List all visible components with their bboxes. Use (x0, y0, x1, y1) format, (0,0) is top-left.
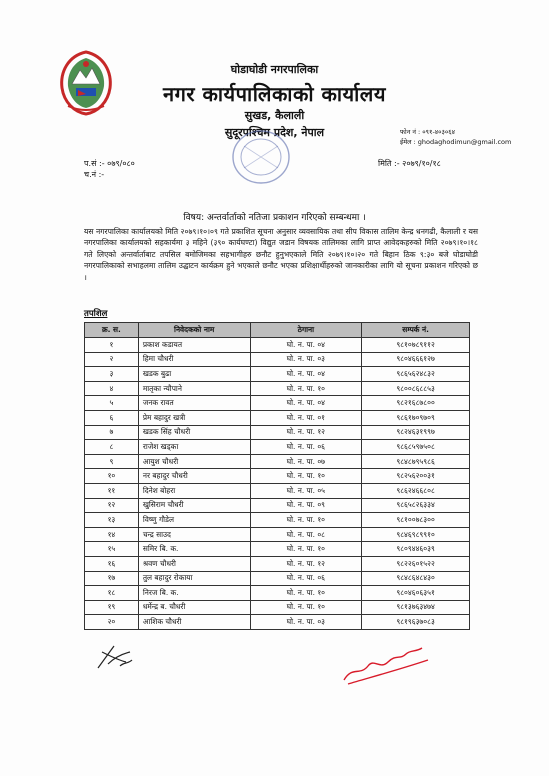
table-row (85, 586, 470, 601)
cell-contact: ९८२१६८७८०० (362, 396, 470, 411)
table-header-row (85, 323, 470, 338)
cell-contact: ९८२४६३१९९७ (362, 425, 470, 440)
cell-contact: ९८१०७८९११२ (362, 338, 470, 353)
cell-serial: १ (85, 338, 139, 353)
phone-number: फोन नं : ०९१-४०३०६४ (400, 128, 456, 136)
cell-name: प्रेम बहादुर खत्री (138, 410, 250, 425)
table-row (85, 527, 470, 542)
cell-serial: ९ (85, 454, 139, 469)
cell-contact: ९८१००७८३०० (362, 513, 470, 528)
cell-address: घो. न. पा. ०३ (250, 352, 362, 367)
table-row (85, 352, 470, 367)
office-title: नगर कार्यपालिकाको कार्यालय (163, 82, 386, 106)
table-row (85, 498, 470, 513)
table-row (85, 454, 470, 469)
cell-contact: ९८४६९८९९१० (362, 527, 470, 542)
cell-name: समिर बि. क. (138, 542, 250, 557)
cell-address: घो. न. पा. १० (250, 600, 362, 615)
col-header-contact: सम्पर्क नं. (362, 323, 470, 338)
cell-serial: ३ (85, 367, 139, 382)
cell-contact: ९८६८५९७५०८ (362, 440, 470, 455)
cell-address: घो. न. पा. १० (250, 542, 362, 557)
office-seal-icon (230, 128, 292, 186)
reference-block (84, 158, 135, 180)
cell-serial: २० (85, 615, 139, 630)
table-row (85, 338, 470, 353)
table-row (85, 483, 470, 498)
table-row (85, 381, 470, 396)
cell-address: घो. न. पा. ०५ (250, 483, 362, 498)
cell-address: घो. न. पा. ०३ (250, 615, 362, 630)
cell-contact: ९८२२६०१५२२ (362, 556, 470, 571)
table-row (85, 600, 470, 615)
email-address: ईमेल : ghodaghodimun@gmail.com (400, 138, 512, 146)
cell-serial: ४ (85, 381, 139, 396)
cell-name: धर्मेन्द्र ब. चौधरी (138, 600, 250, 615)
cell-name: जनक रावत (138, 396, 250, 411)
cell-contact: ९८००८६८८५३ (362, 381, 470, 396)
signature-left-icon (92, 642, 136, 674)
letter-number: प.सं :- ०७९/०८० (84, 159, 135, 168)
cell-name: चन्द्र साउद (138, 527, 250, 542)
cell-contact: ९८१३७६३४७४ (362, 600, 470, 615)
notice-body: यस नगरपालिका कार्यालयको मिति २०७९।१०।०९ गते प्रकाशित सूचना अनुसार व्यवसायिक तथा सीप विकास तालिम केन्द्र धनगढी, कैलाली र यस नगरपालिका कार्यालयको सहकार्यमा ३ महिने (३९० कार्यघण्टा) विद्युत जडान विषयक तालिमका लागि प्राप्त आवेदकहरुको मिति २०७९।१०।१८ गते लिएको अन्तर्वार्ताबाट तपसिल बमोजिमका सहभागीहरु छनौट हुनुभएकाले मिति २०७९।१०।२० गते बिहान ठिक ९:३० बजे घोडाघोडी नगरपालिकाको सभाहलमा तालिम उद्घाटन कार्यक्रम हुने भएकाले छनौट भएका प्रशिक्षार्थीहरुको जानकारीका लागि यो सूचना प्रकाशन गरिएको छ । (84, 227, 478, 282)
cell-serial: ५ (85, 396, 139, 411)
cell-name: आशिक चौधरी (138, 615, 250, 630)
cell-serial: १७ (85, 571, 139, 586)
cell-address: घो. न. पा. ०४ (250, 396, 362, 411)
cell-contact: ९८४८७९५९८६ (362, 454, 470, 469)
office-province: सुदूरपश्चिम प्रदेश, नेपाल (224, 126, 325, 139)
cell-address: घो. न. पा. १० (250, 513, 362, 528)
cell-serial: १० (85, 469, 139, 484)
cell-name: खडक सिंह चौधरी (138, 425, 250, 440)
cell-address: घो. न. पा. ०४ (250, 367, 362, 382)
col-header-address: ठेगाना (250, 323, 362, 338)
table-row (85, 615, 470, 630)
table-row (85, 542, 470, 557)
cell-address: घो. न. पा. ०६ (250, 440, 362, 455)
cell-serial: २ (85, 352, 139, 367)
signature-right-icon (338, 636, 434, 688)
subject-line: विषय: अन्तर्वार्ताको नतिजा प्रकाशन गरिएको सम्बन्धमा । (183, 213, 366, 223)
table-row (85, 425, 470, 440)
cell-name: मातृका न्यौपाने (138, 381, 250, 396)
cell-name: राजेश खड्का (138, 440, 250, 455)
col-header-name: निवेदकको नाम (138, 323, 250, 338)
cell-serial: १४ (85, 527, 139, 542)
cell-name: निरज बि. क. (138, 586, 250, 601)
cell-serial: १६ (85, 556, 139, 571)
cell-address: घो. न. पा. ०१ (250, 410, 362, 425)
cell-serial: ७ (85, 425, 139, 440)
cell-contact: ९८०४६६६१२७ (362, 352, 470, 367)
table-row (85, 440, 470, 455)
cell-contact: ९८२५६२००३१ (362, 469, 470, 484)
municipality-name: घोडाघोडी नगरपालिका (230, 63, 319, 76)
cell-address: घो. न. पा. ०८ (250, 527, 362, 542)
dispatch-number: च.नं :- (84, 170, 105, 179)
cell-address: घो. न. पा. ०४ (250, 338, 362, 353)
table-row (85, 396, 470, 411)
cell-address: घो. न. पा. १२ (250, 556, 362, 571)
cell-contact: ९८६५६२४८३२ (362, 367, 470, 382)
table-row (85, 469, 470, 484)
table-row (85, 367, 470, 382)
cell-serial: १३ (85, 513, 139, 528)
table-row (85, 410, 470, 425)
cell-serial: १५ (85, 542, 139, 557)
cell-name: हिमा चौधरी (138, 352, 250, 367)
cell-name: आयुश चौधरी (138, 454, 250, 469)
cell-name: विष्णु गौडेल (138, 513, 250, 528)
cell-contact: ९८१९६३७०८३ (362, 615, 470, 630)
cell-address: घो. न. पा. १२ (250, 425, 362, 440)
cell-name: खुसिराम चौधरी (138, 498, 250, 513)
cell-serial: १२ (85, 498, 139, 513)
contact-block (400, 127, 511, 147)
cell-address: घो. न. पा. १० (250, 381, 362, 396)
letter-date: मिति :- २०७९/१०/१८ (378, 159, 441, 168)
col-header-serial: क्र. स. (85, 323, 139, 338)
table-row (85, 571, 470, 586)
cell-contact: ९८६५८२६३३४ (362, 498, 470, 513)
cell-address: घो. न. पा. ०६ (250, 571, 362, 586)
cell-contact: ९८४८६४८४३० (362, 571, 470, 586)
cell-serial: ६ (85, 410, 139, 425)
table-row (85, 556, 470, 571)
cell-serial: १८ (85, 586, 139, 601)
office-location: सुखड, कैलाली (244, 109, 305, 122)
cell-address: घो. न. पा. ०७ (250, 454, 362, 469)
cell-address: घो. न. पा. ०९ (250, 498, 362, 513)
cell-name: नर बहादुर चौधरी (138, 469, 250, 484)
table-label: तपशिल (84, 309, 108, 319)
cell-name: श्रवण चौधरी (138, 556, 250, 571)
table-row (85, 513, 470, 528)
cell-contact: ९८६१७०९७०९ (362, 410, 470, 425)
cell-serial: १९ (85, 600, 139, 615)
cell-contact: ९८०९४४६०३९ (362, 542, 470, 557)
cell-name: दिनेश बोहरा (138, 483, 250, 498)
cell-name: खडक बुढा (138, 367, 250, 382)
cell-name: प्रकाश कडायत (138, 338, 250, 353)
cell-contact: ९८६२४६६८०८ (362, 483, 470, 498)
cell-serial: ८ (85, 440, 139, 455)
cell-contact: ९८०४६०६३५१ (362, 586, 470, 601)
cell-name: तुल बहादुर रोकाया (138, 571, 250, 586)
cell-serial: ११ (85, 483, 139, 498)
cell-address: घो. न. पा. १० (250, 586, 362, 601)
cell-address: घो. न. पा. १० (250, 469, 362, 484)
table-body (85, 338, 470, 630)
selected-participants-table (84, 322, 470, 630)
